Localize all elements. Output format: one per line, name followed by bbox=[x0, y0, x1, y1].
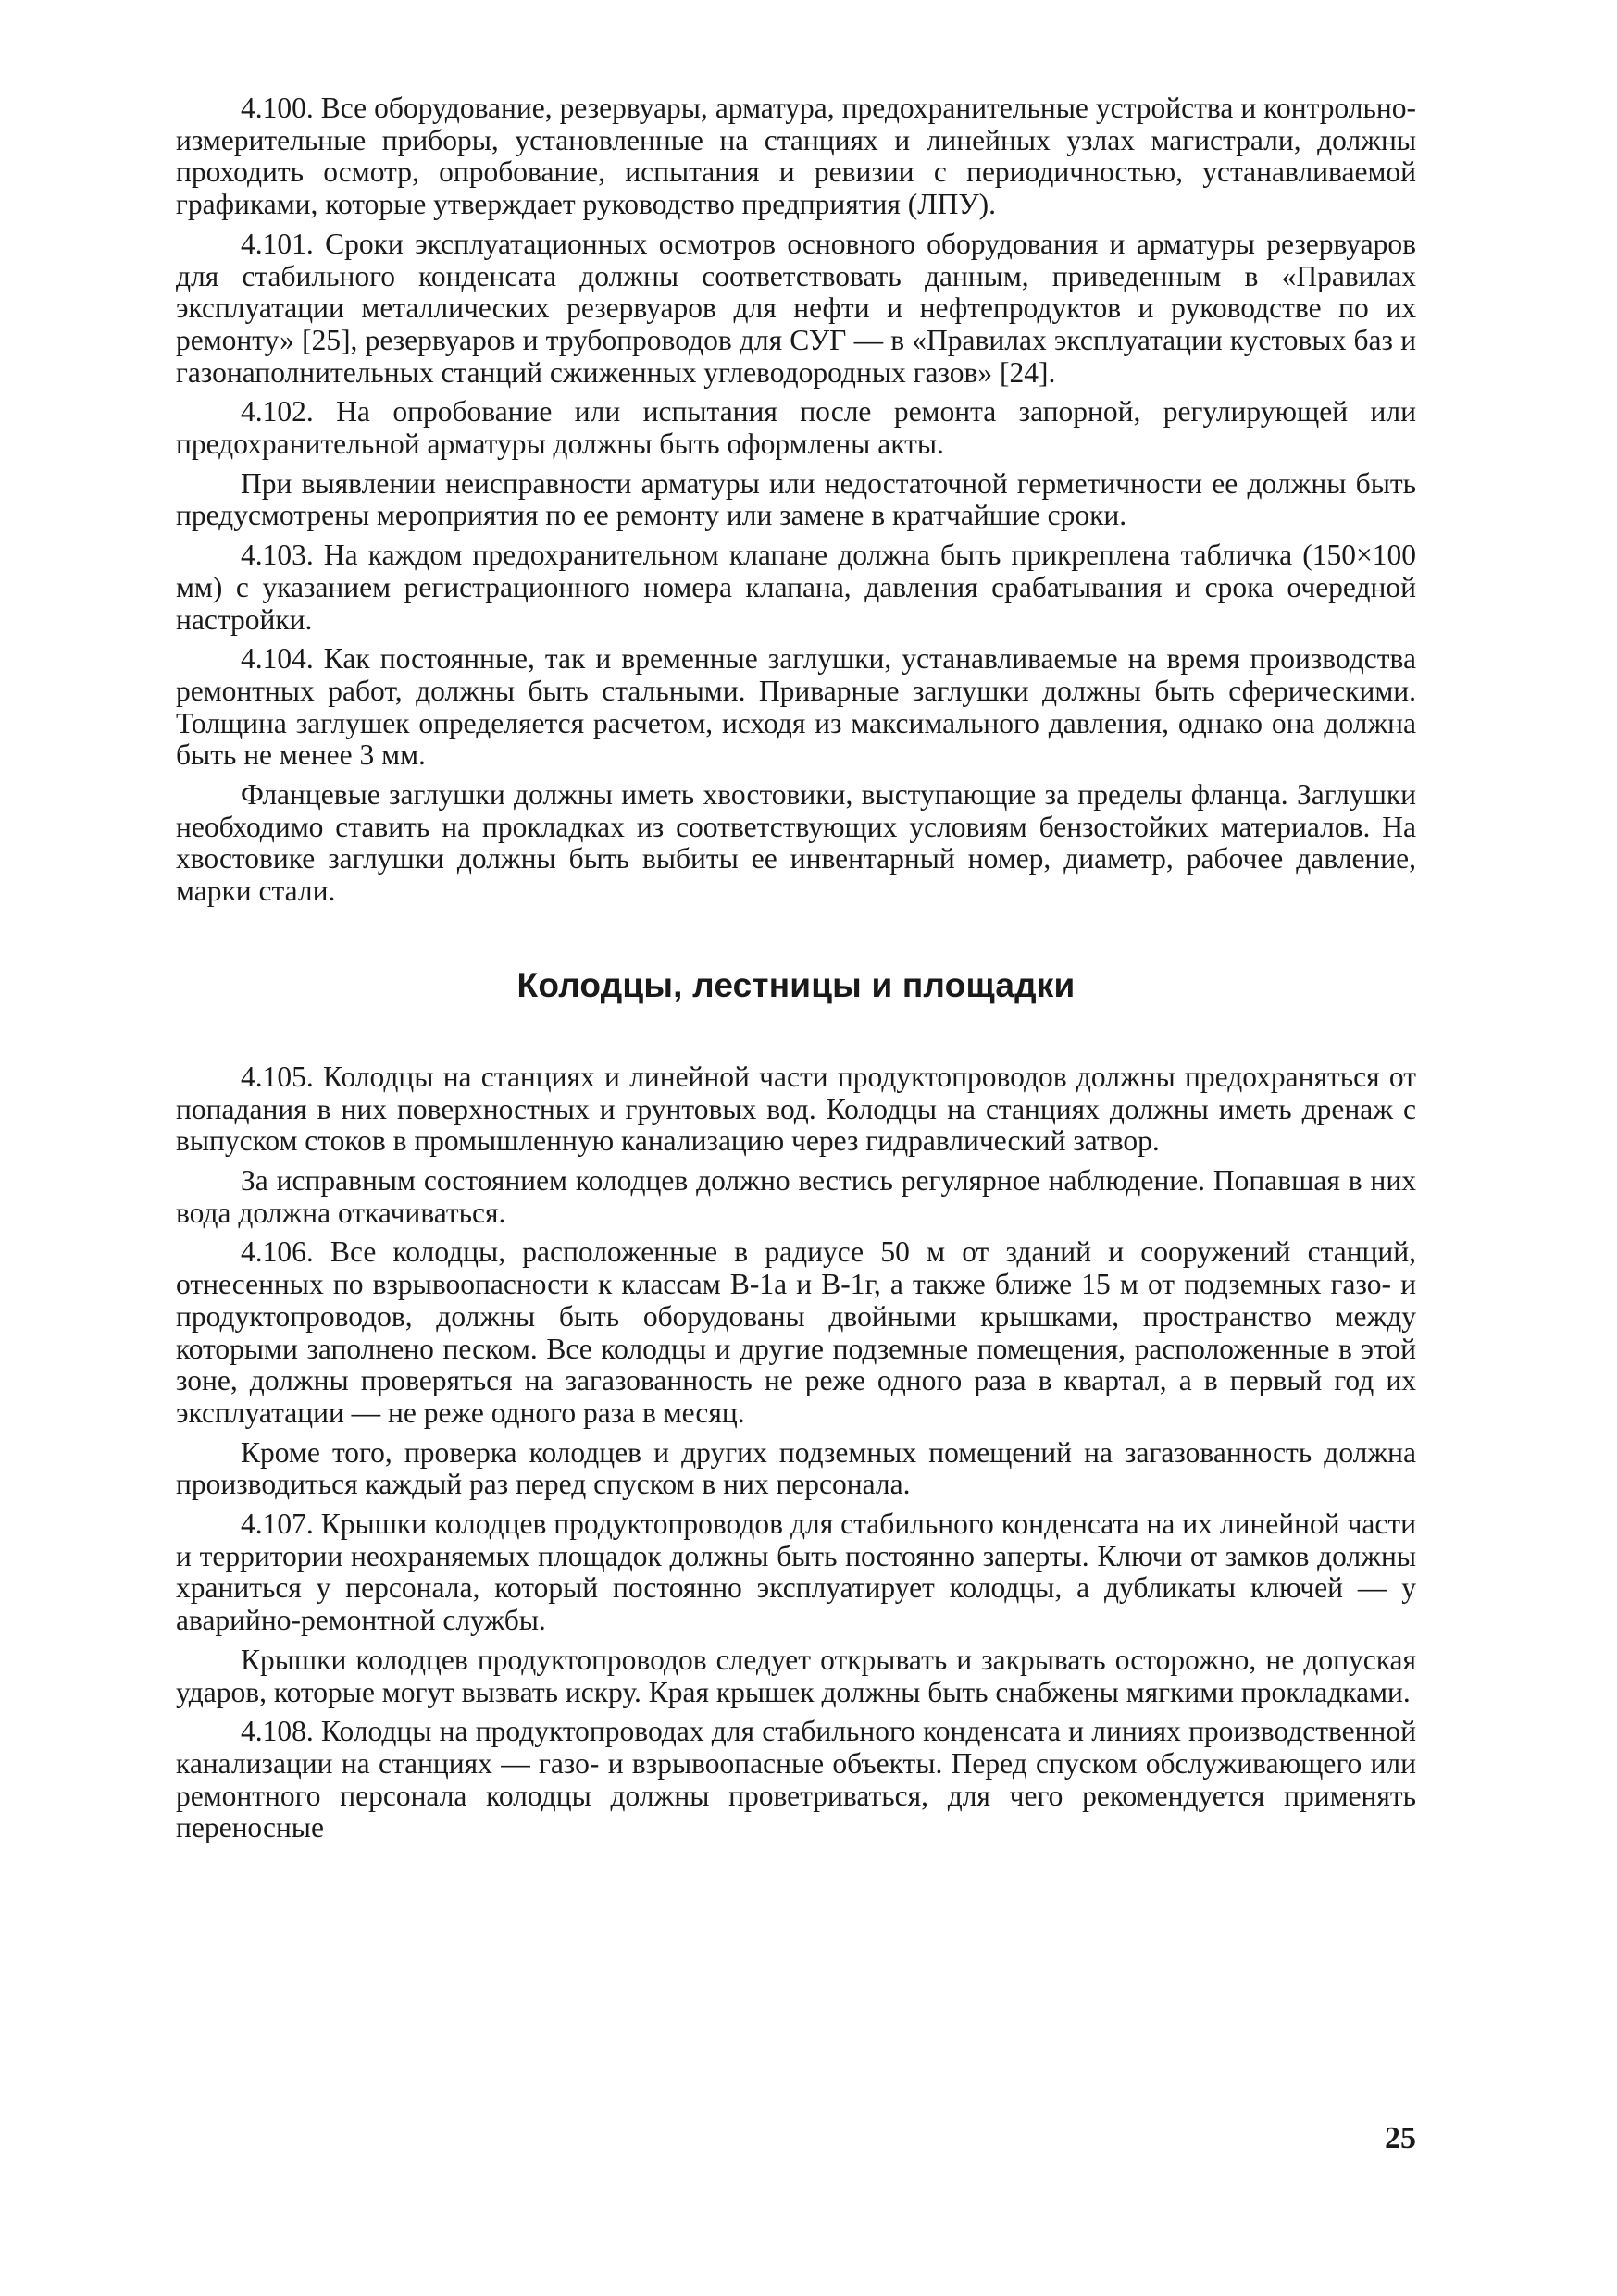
paragraph-4-100: 4.100. Все оборудование, резервуары, арматура, предохранительные устройства и контрольно-измерительные приборы, установленные на станциях и линейных узлах магистрали, должны проходить осмотр, опробование, испытания и ревизии с периодичностью, устанавливаемой графиками, которые утверждает руководство предприятия (ЛПУ). bbox=[176, 92, 1416, 221]
page-number: 25 bbox=[1385, 2121, 1416, 2155]
paragraph-4-101: 4.101. Сроки эксплуатационных осмотров основного оборудования и арматуры резервуаров для стабильного конденсата должны соответствовать данным, приведенным в «Правилах эксплуатации металлических резервуаров для нефти и нефтепродуктов и руководстве по их ремонту» [25], резервуаров и трубопроводов для СУГ — в «Правилах эксплуатации кустовых баз и газонаполнительных станций сжиженных углеводородных газов» [24]. bbox=[176, 227, 1416, 389]
section-equipment-inspection bbox=[176, 93, 1416, 908]
paragraph-4-104: 4.104. Как постоянные, так и временные заглушки, устанавливаемые на время производства ремонтных работ, должны быть стальными. Приварные заглушки должны быть сферическими. Толщина заглушек определяется расчетом, исходя из максимального давления, однако она должна быть не менее 3 мм. bbox=[176, 642, 1416, 772]
paragraph-4-102: 4.102. На опробование или испытания после ремонта запорной, регулирующей или предохранительной арматуры должны быть оформлены акты. bbox=[176, 395, 1416, 461]
paragraph-4-105-continued: За исправным состоянием колодцев должно вестись регулярное наблюдение. Попавшая в них вода должна откачиваться. bbox=[176, 1163, 1416, 1229]
paragraph-4-102-continued: При выявлении неисправности арматуры или недостаточной герметичности ее должны быть предусмотрены мероприятия по ее ремонту или замене в кратчайшие сроки. bbox=[176, 466, 1416, 532]
paragraph-4-104-continued: Фланцевые заглушки должны иметь хвостовики, выступающие за пределы фланца. Заглушки необходимо ставить на прокладках из соответствующих условиям бензостойких материалов. На хвостовике заглушки должны быть выбиты ее инвентарный номер, диаметр, рабочее давление, марки стали. bbox=[176, 778, 1416, 908]
paragraph-4-105: 4.105. Колодцы на станциях и линейной части продуктопроводов должны предохраняться от попадания в них поверхностных и грунтовых вод. Колодцы на станциях должны иметь дренаж с выпуском стоков в промышленную канализацию через гидравлический затвор. bbox=[176, 1060, 1416, 1158]
section-heading: Колодцы, лестницы и площадки bbox=[516, 965, 1076, 1004]
paragraph-4-107-continued: Крышки колодцев продуктопроводов следует открывать и закрывать осторожно, не допуская ударов, которые могут вызвать искру. Края крышек должны быть снабжены мягкими прокладками. bbox=[176, 1643, 1416, 1708]
paragraph-4-106: 4.106. Все колодцы, расположенные в радиусе 50 м от зданий и сооружений станций, отнесенных по взрывоопасности к классам В-1а и В-1г, а также ближе 15 м от подземных газо- и продуктопроводов, должны быть оборудованы двойными крышками, пространство между которыми заполнено песком. Все колодцы и другие подземные помещения, расположенные в этой зоне, должны проверяться на загазованность не реже одного раза в квартал, а в первый год их эксплуатации — не реже одного раза в месяц. bbox=[176, 1235, 1416, 1429]
document-page bbox=[176, 92, 1416, 2155]
paragraph-4-108: 4.108. Колодцы на продуктопроводах для стабильного конденсата и линиях производственной канализации на станциях — газо- и взрывоопасные объекты. Перед спуском обслуживающего или ремонтного персонала колодцы должны проветриваться, для чего рекомендуется применять переносные bbox=[176, 1715, 1416, 1844]
paragraph-4-103: 4.103. На каждом предохранительном клапане должна быть прикреплена табличка (150×100 мм) с указанием регистрационного номера клапана, давления срабатывания и срока очередной настройки. bbox=[176, 539, 1416, 636]
section-wells-ladders-platforms bbox=[176, 1061, 1416, 1844]
paragraph-4-107: 4.107. Крышки колодцев продуктопроводов для стабильного конденсата на их линейной части и территории неохраняемых площадок должны быть постоянно заперты. Ключи от замков должны храниться у персонала, который постоянно эксплуатирует колодцы, а дубликаты ключей — у аварийно-ремонтной службы. bbox=[176, 1508, 1416, 1637]
paragraph-4-106-continued: Кроме того, проверка колодцев и других подземных помещений на загазованность должна производиться каждый раз перед спуском в них персонала. bbox=[176, 1435, 1416, 1501]
